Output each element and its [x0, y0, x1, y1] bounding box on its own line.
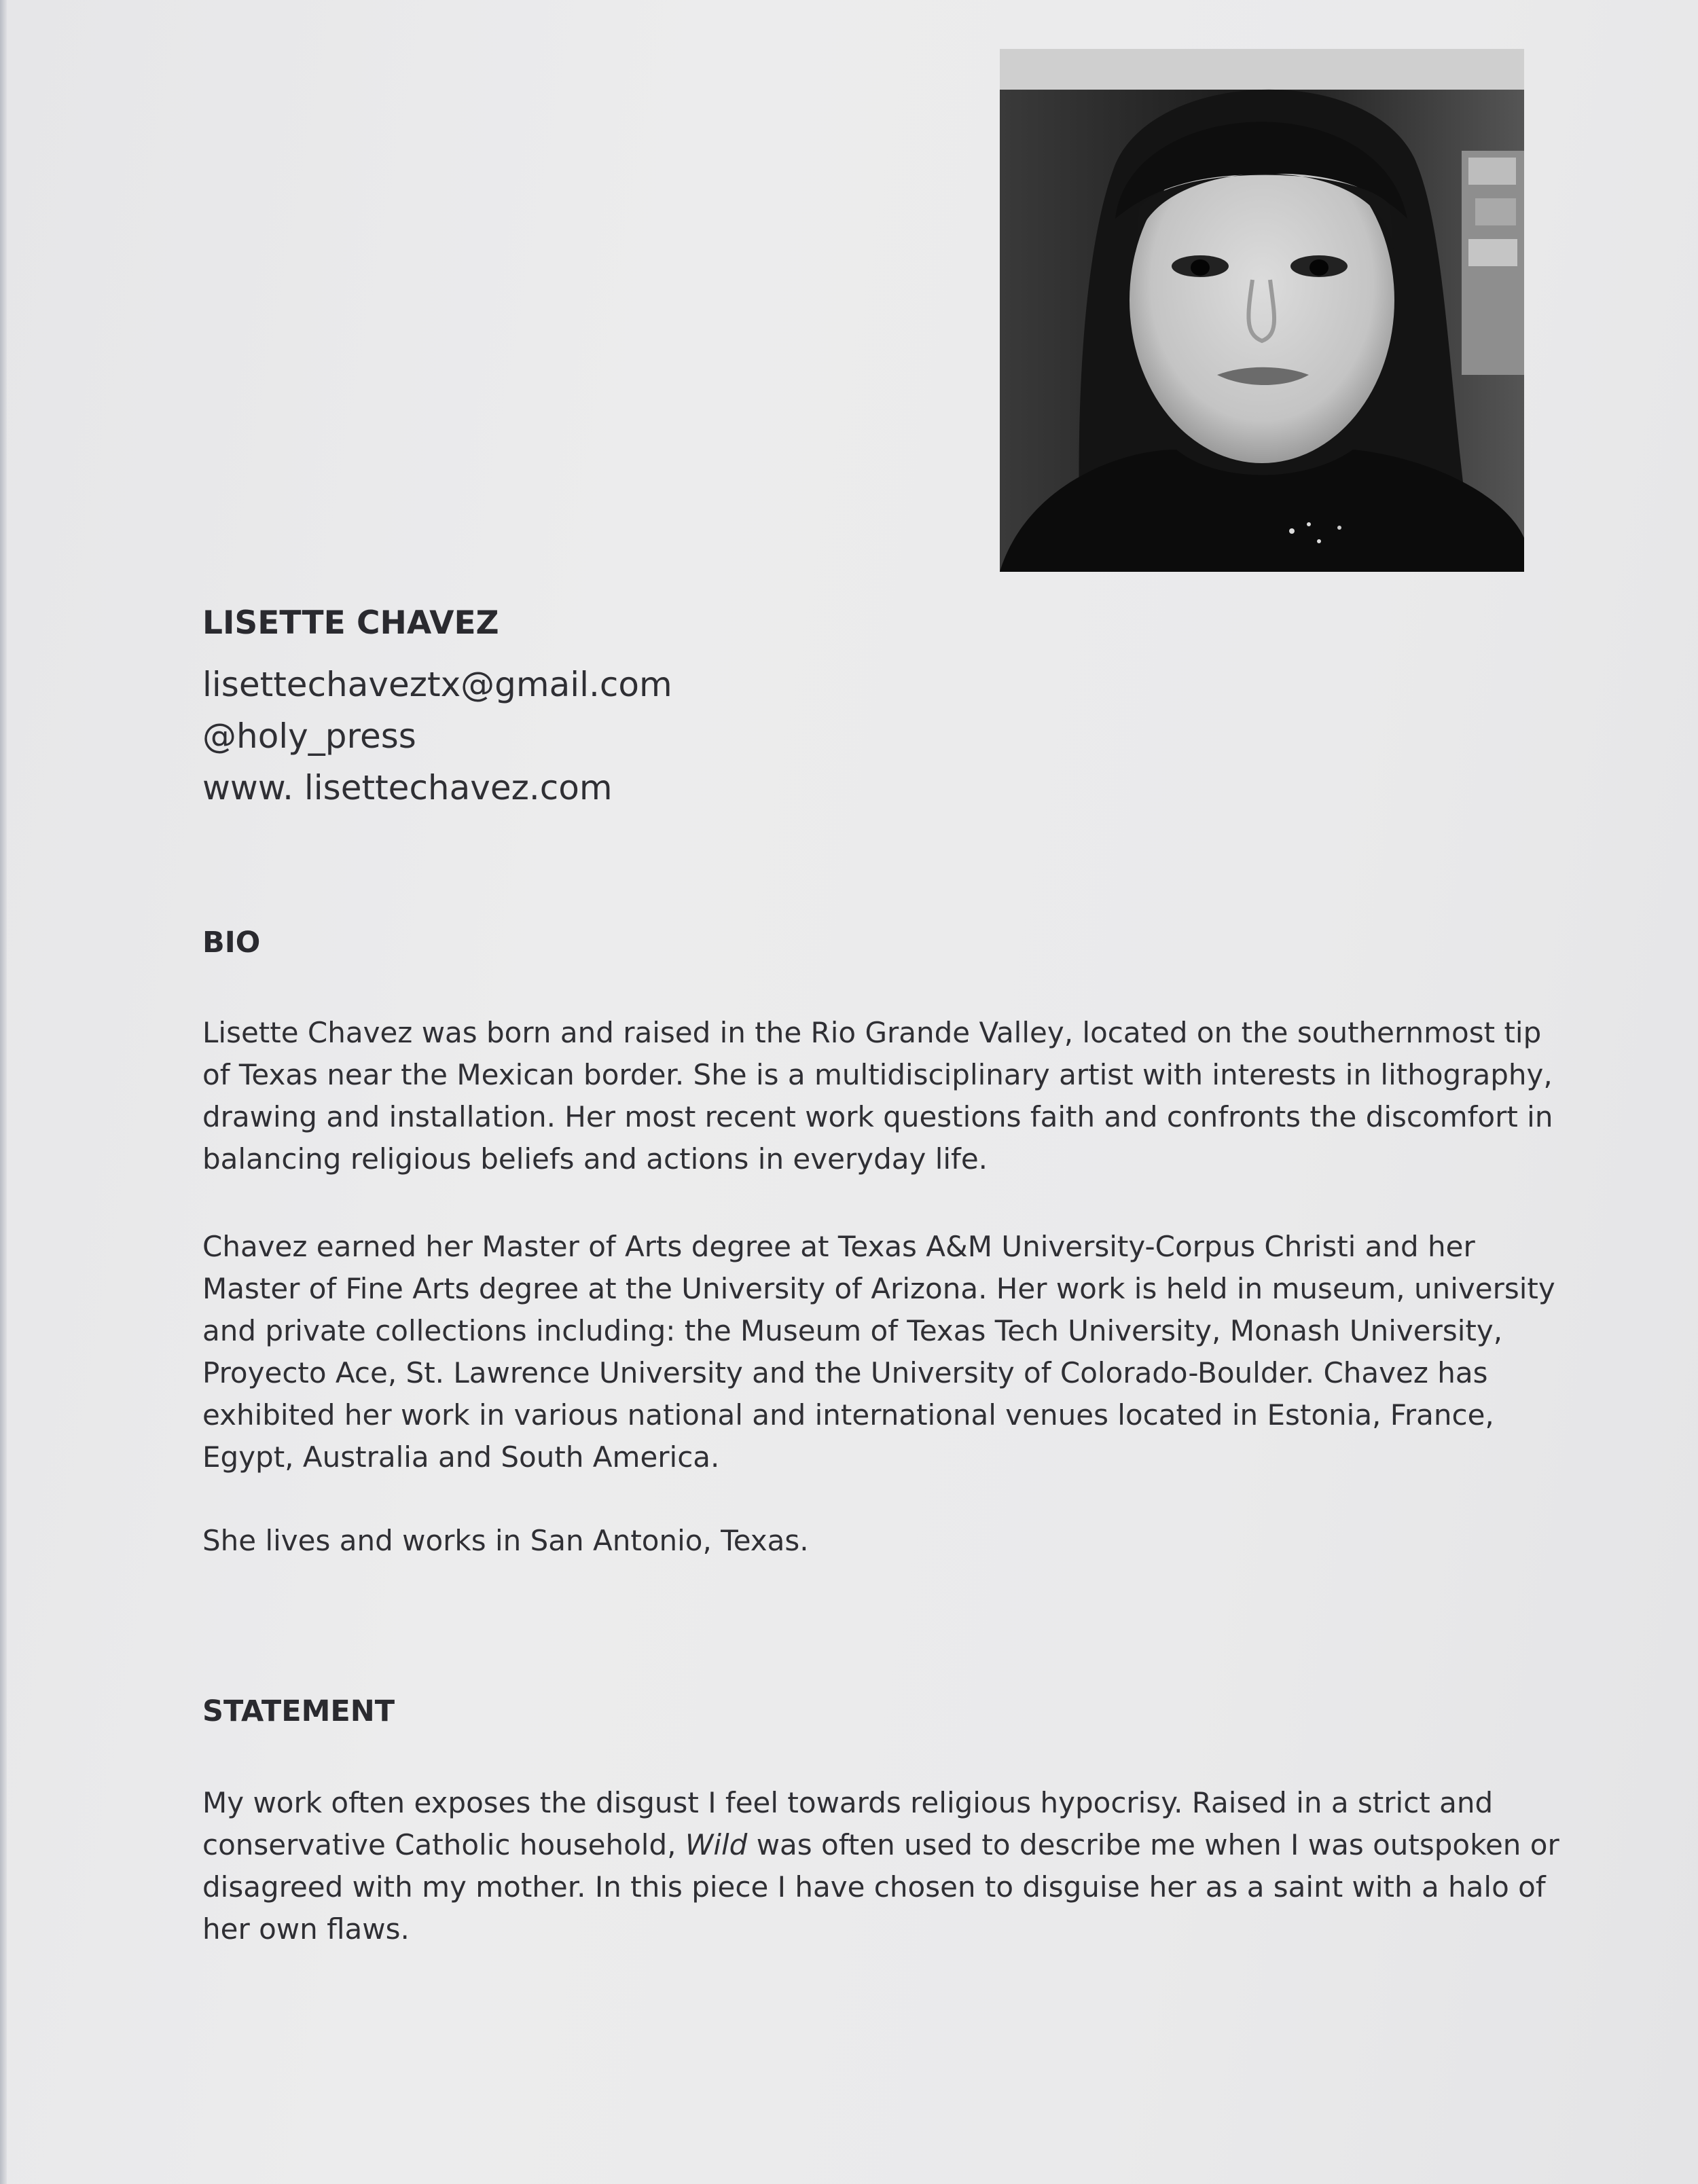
artist-portrait — [1000, 49, 1524, 572]
social-handle: @holy_press — [202, 716, 416, 756]
statement-text-end: was often used to describe me when I was outspoken or disagreed with my mother. In this piece I have chosen to disguise her as a saint with a halo of her own flaws. — [202, 1828, 1559, 1946]
statement-paragraph — [202, 1782, 1574, 1950]
statement-text-start: My work often exposes the disgust I feel towards religious hypocrisy. Raised in a strict and conservative Catholic household, — [202, 1786, 1494, 1861]
statement-heading: STATEMENT — [202, 1694, 395, 1728]
bio-paragraph-2: Chavez earned her Master of Arts degree at Texas A&M University-Corpus Christi and her Master of Fine Arts degree at the University of Arizona. Her work is held in museum, university and private collections including: the Museum of Texas Tech University, Monash University, Proyecto Ace, St. Lawrence University and the University of Colorado-Boulder. Chavez has exhibited her work in various national and international venues located in Estonia, France, Egypt, Australia and South America. — [202, 1230, 1555, 1474]
contact-block — [202, 604, 1153, 814]
bio-paragraph-1: Lisette Chavez was born and raised in the Rio Grande Valley, located on the southernmost tip of Texas near the Mexican border. She is a multidisciplinary artist with interests in lithography, drawing and installation. Her most recent work questions faith and confronts the discomfort in balancing religious beliefs and actions in everyday life. — [202, 1016, 1553, 1176]
statement-emphasis: Wild — [685, 1828, 748, 1861]
artist-name: LISETTE CHAVEZ — [202, 604, 499, 642]
email-text: lisettechaveztx@gmail.com — [202, 665, 672, 704]
website-text: www. lisettechavez.com — [202, 768, 613, 807]
bio-paragraph-3: She lives and works in San Antonio, Texas. — [202, 1524, 809, 1557]
page-edge — [0, 0, 7, 2184]
bio-heading: BIO — [202, 926, 261, 960]
